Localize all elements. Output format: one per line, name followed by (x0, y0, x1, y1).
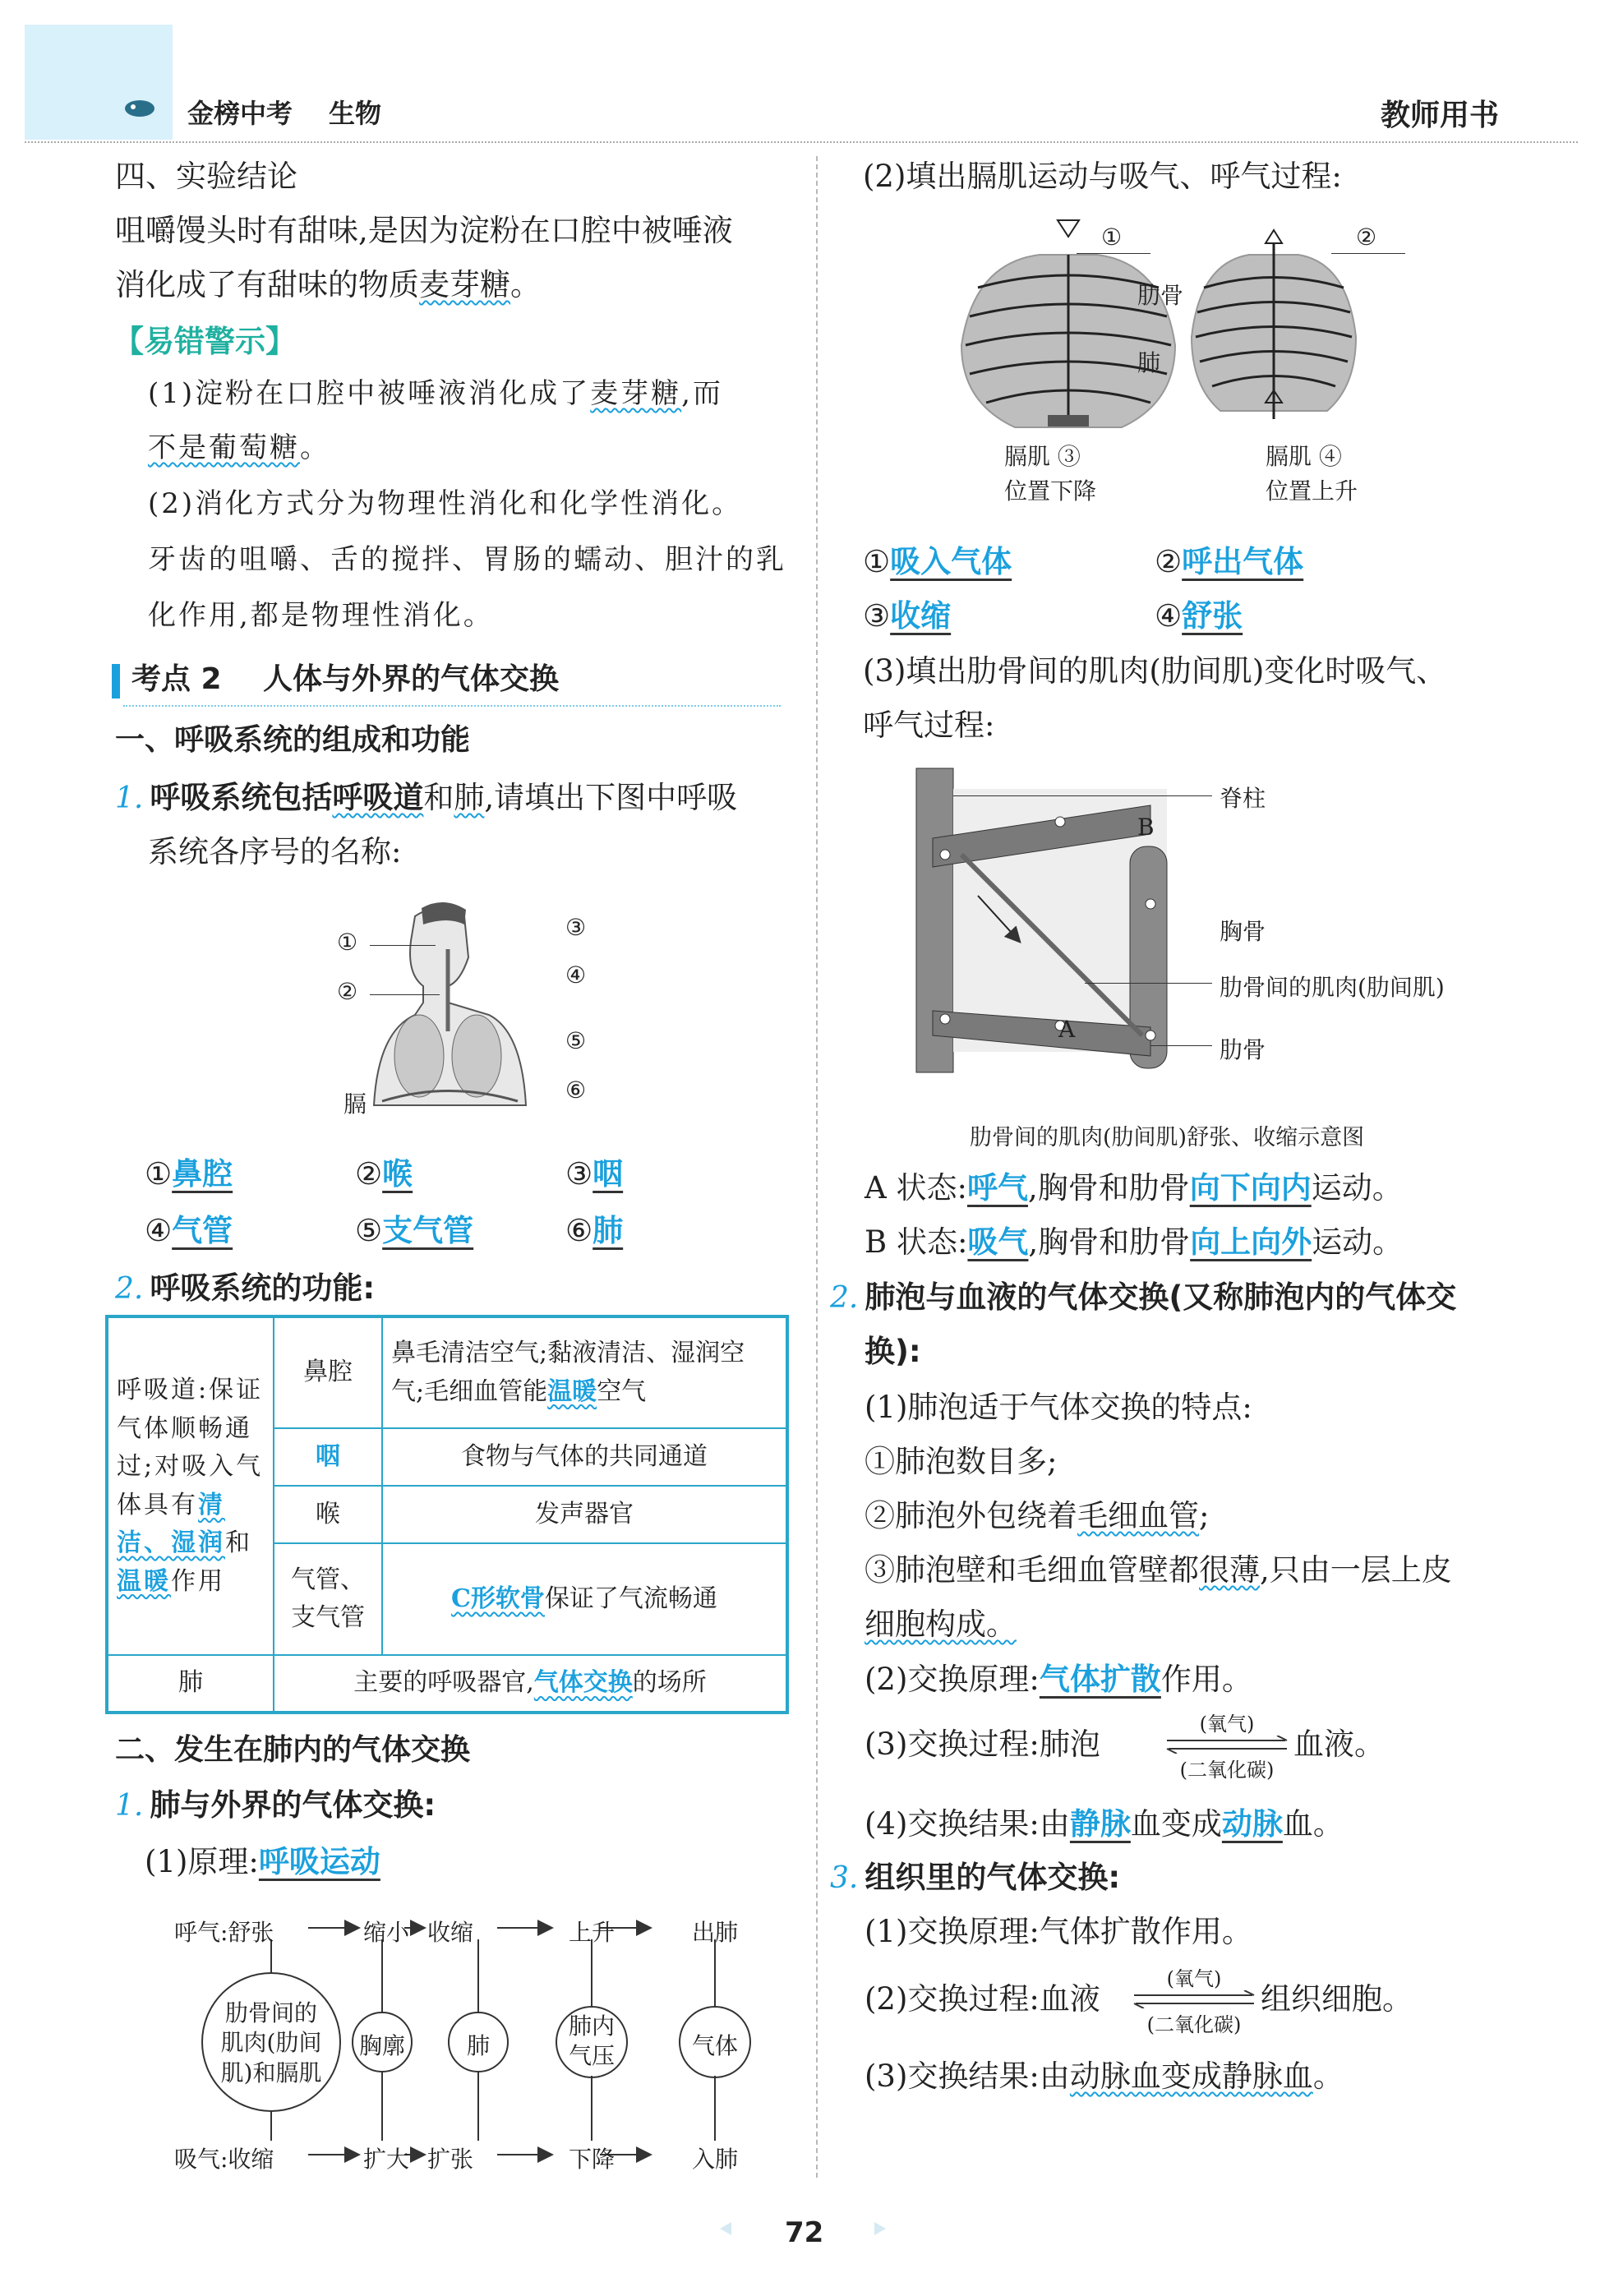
answer-6: ⑥肺 (565, 1212, 624, 1248)
q2r-4: (4)交换结果:由静脉血变成动脉血。 (865, 1805, 1344, 1842)
table-row-lung-name: 肺 (107, 1655, 274, 1713)
keypoint-rule (123, 705, 781, 707)
q2-title: 2. 呼吸系统的功能: (115, 1270, 376, 1306)
fig2-diaphragm-2: 膈肌 ④ (1266, 443, 1342, 470)
q2r-line1: 2. 肺泡与血液的气体交换(又称肺泡内的气体交 (830, 1279, 1457, 1315)
table-row-pharynx-name: 咽 (274, 1428, 382, 1486)
keypoint-marker (112, 664, 120, 698)
flow-exhale-pressure: 上升 (569, 1919, 616, 1946)
table-airway-desc: 呼吸道:保证气体顺畅通过;对吸入气体具有清洁、湿润和温暖作用 (107, 1316, 274, 1655)
answer-1: ①鼻腔 (145, 1155, 233, 1192)
fig1-label-6: ⑥ (565, 1077, 587, 1104)
p1-principle: (1)原理:呼吸运动 (145, 1843, 380, 1879)
q3r-2-pre: (2)交换过程:血液 (865, 1981, 1100, 2017)
flow-inhale-chest: 扩大 (363, 2146, 410, 2173)
flow-exhale-start: 呼气:舒张 (174, 1919, 274, 1946)
fig3-caption: 肋骨间的肌肉(肋间肌)舒张、收缩示意图 (970, 1125, 1365, 1150)
fig1-label-2: ② (337, 978, 358, 1005)
r3-title-line1: (3)填出肋骨间的肌肉(肋间肌)变化时吸气、 (863, 653, 1447, 689)
q2r-3-oxygen: (氧气) (1199, 1713, 1255, 1736)
fig2-rib-label: 肋骨 (1137, 282, 1184, 309)
header-right-label: 教师用书 (1381, 99, 1500, 132)
diaphragm-ribcage-figure (957, 214, 1418, 460)
header-subject: 生物 (329, 98, 382, 129)
table-row-nose-desc: 鼻毛清洁空气;黏液清洁、湿润空气;毛细血管能温暖空气 (382, 1316, 787, 1428)
header-decoration (25, 25, 173, 140)
answer2-4: ④舒张 (1155, 597, 1243, 634)
r2-title: (2)填出膈肌运动与吸气、呼气过程: (863, 159, 1342, 194)
keypoint-title: 人体与外界的气体交换 (263, 662, 560, 696)
respiratory-function-table (105, 1315, 789, 1714)
q2r-1a: ①肺泡数目多; (865, 1444, 1058, 1479)
table-row-larynx-name: 喉 (274, 1486, 382, 1543)
q2r-1d: 细胞构成。 (865, 1607, 1017, 1642)
fig1-label-5: ⑤ (565, 1027, 587, 1054)
conclusion-line2: 消化成了有甜味的物质麦芽糖。 (115, 267, 541, 302)
flow-inhale-pressure: 下降 (569, 2146, 616, 2173)
flow-inhale-start: 吸气:收缩 (174, 2146, 274, 2173)
q1-line2: 系统各序号的名称: (148, 834, 402, 869)
state-B: B 状态:吸气,胸骨和肋骨向上向外运动。 (865, 1224, 1404, 1260)
section2-title: 二、发生在肺内的气体交换 (115, 1733, 471, 1767)
table-row-lung-desc: 主要的呼吸器官,气体交换的场所 (274, 1655, 787, 1713)
state-A: A 状态:呼气,胸骨和肋骨向下向内运动。 (865, 1169, 1403, 1206)
q3r-2-oxygen: (氧气) (1166, 1967, 1222, 1990)
fig3-label-A: A (1058, 1016, 1076, 1043)
q3r-2-co2: (二氧化碳) (1146, 2013, 1242, 2036)
fig1-label-4: ④ (565, 961, 587, 989)
q2r-3-exchange-arrows (1165, 1736, 1289, 1754)
q2r-3-co2: (二氧化碳) (1179, 1759, 1275, 1782)
fig2-position-down: 位置下降 (1004, 477, 1097, 505)
flow-exhale-gas: 出肺 (692, 1919, 739, 1946)
q2r-line2: 换): (865, 1334, 921, 1369)
fig2-diaphragm-1: 膈肌 ③ (1004, 443, 1081, 470)
q3r-1: (1)交换原理:气体扩散作用。 (865, 1914, 1252, 1949)
answer-2: ②喉 (355, 1155, 413, 1192)
table-row-larynx-desc: 发声器官 (382, 1486, 787, 1543)
warning-item1-line1: (1)淀粉在口腔中被唾液消化成了麦芽糖,而 (148, 377, 723, 410)
fig1-leader-1 (370, 945, 436, 946)
q3r-2-post: 组织细胞。 (1261, 1981, 1413, 2017)
answer2-3: ③收缩 (863, 597, 952, 634)
fig2-position-up: 位置上升 (1266, 477, 1358, 505)
fig3-spine-label: 脊柱 (1220, 785, 1266, 812)
conclusion-line1: 咀嚼馒头时有甜味,是因为淀粉在口腔中被唾液 (115, 213, 733, 248)
q3r-2-exchange-arrows (1132, 1990, 1256, 2008)
answer-3: ③咽 (565, 1155, 624, 1192)
p1-title: 1. 肺与外界的气体交换: (115, 1787, 436, 1823)
table-row-nose-name: 鼻腔 (274, 1316, 382, 1428)
header-logo-icon (122, 97, 158, 120)
q2r-1c: ③肺泡壁和毛细血管壁都很薄,只由一层上皮 (865, 1552, 1452, 1588)
warning-item1-line2: 不是葡萄糖。 (148, 431, 330, 464)
fig1-label-diaphragm: 膈 (344, 1090, 367, 1118)
fig3-leader-rib (1150, 1045, 1212, 1046)
fig3-rib-label: 肋骨 (1220, 1036, 1266, 1063)
q1-line1: 1. 呼吸系统包括呼吸道和肺,请填出下图中呼吸 (115, 780, 738, 815)
flow-chest-circle: 胸廓 (359, 2032, 406, 2059)
fig3-leader-muscle (1085, 983, 1212, 984)
fig3-muscle-label: 肋骨间的肌肉(肋间肌) (1220, 974, 1445, 1001)
flow-gas-circle: 气体 (692, 2032, 739, 2059)
flow-pressure-circle: 肺内气压 (568, 2012, 615, 2070)
fig3-leader-spine (953, 795, 1212, 796)
flow-muscle-circle: 肋骨间的肌肉(肋间肌)和膈肌 (220, 1999, 322, 2086)
answer2-2: ②呼出气体 (1155, 543, 1304, 579)
answer-5: ⑤支气管 (355, 1212, 474, 1248)
q2r-3-pre: (3)交换过程:肺泡 (865, 1727, 1100, 1762)
q2r-1b: ②肺泡外包绕着毛细血管; (865, 1498, 1210, 1533)
warning-item2-line1: (2)消化方式分为物理性消化和化学性消化。 (148, 487, 743, 520)
intercostal-muscle-figure (912, 764, 1192, 1077)
fig1-label-1: ① (337, 929, 358, 956)
table-row-pharynx-desc: 食物与气体的共同通道 (382, 1428, 787, 1486)
q2r-1: (1)肺泡适于气体交换的特点: (865, 1390, 1252, 1425)
header-book-title: 金榜中考 (187, 98, 293, 129)
flow-exhale-lung: 收缩 (427, 1919, 474, 1946)
fig2-lung-label: 肺 (1137, 349, 1161, 376)
q2r-2: (2)交换原理:气体扩散作用。 (865, 1661, 1252, 1697)
fig3-label-B: B (1137, 814, 1155, 841)
fig3-sternum-label: 胸骨 (1220, 918, 1266, 945)
r3-title-line2: 呼气过程: (863, 708, 995, 743)
section1-title: 一、呼吸系统的组成和功能 (115, 723, 471, 757)
q3r-title: 3. 组织里的气体交换: (830, 1860, 1121, 1895)
keypoint-label: 考点 2 (131, 662, 222, 696)
table-row-trachea-desc: C形软骨保证了气流畅通 (382, 1543, 787, 1655)
page-number: 72 (785, 2216, 824, 2249)
flow-inhale-lung: 扩张 (427, 2146, 474, 2173)
next-arrow-icon (871, 2219, 891, 2242)
flow-inhale-gas: 入肺 (692, 2146, 739, 2173)
section-title-conclusion: 四、实验结论 (115, 159, 297, 194)
fig1-label-3: ③ (565, 914, 587, 941)
fig2-blank-2 (1331, 253, 1405, 254)
fig2-label-2: ② (1356, 224, 1377, 251)
q3r-3: (3)交换结果:由动脉血变成静脉血。 (865, 2059, 1344, 2094)
table-row-trachea-name: 气管、支气管 (274, 1543, 382, 1655)
warning-title: 【易错警示】 (113, 323, 296, 359)
fig2-label-1: ① (1101, 224, 1123, 251)
header-rule (25, 141, 1578, 143)
prev-arrow-icon (715, 2219, 735, 2242)
answer-4: ④气管 (145, 1212, 233, 1248)
warning-item2-line3: 化作用,都是物理性消化。 (148, 599, 494, 632)
flow-exhale-chest: 缩小 (363, 1919, 410, 1946)
fig2-blank-1 (1077, 253, 1150, 254)
fig1-leader-2 (370, 994, 440, 995)
warning-item2-line2: 牙齿的咀嚼、舌的搅拌、胃肠的蠕动、胆汁的乳 (148, 543, 786, 576)
column-divider (816, 156, 818, 2178)
answer2-1: ①吸入气体 (863, 543, 1012, 579)
q2r-3-post: 血液。 (1293, 1727, 1385, 1762)
flow-lung-circle: 肺 (467, 2032, 491, 2059)
